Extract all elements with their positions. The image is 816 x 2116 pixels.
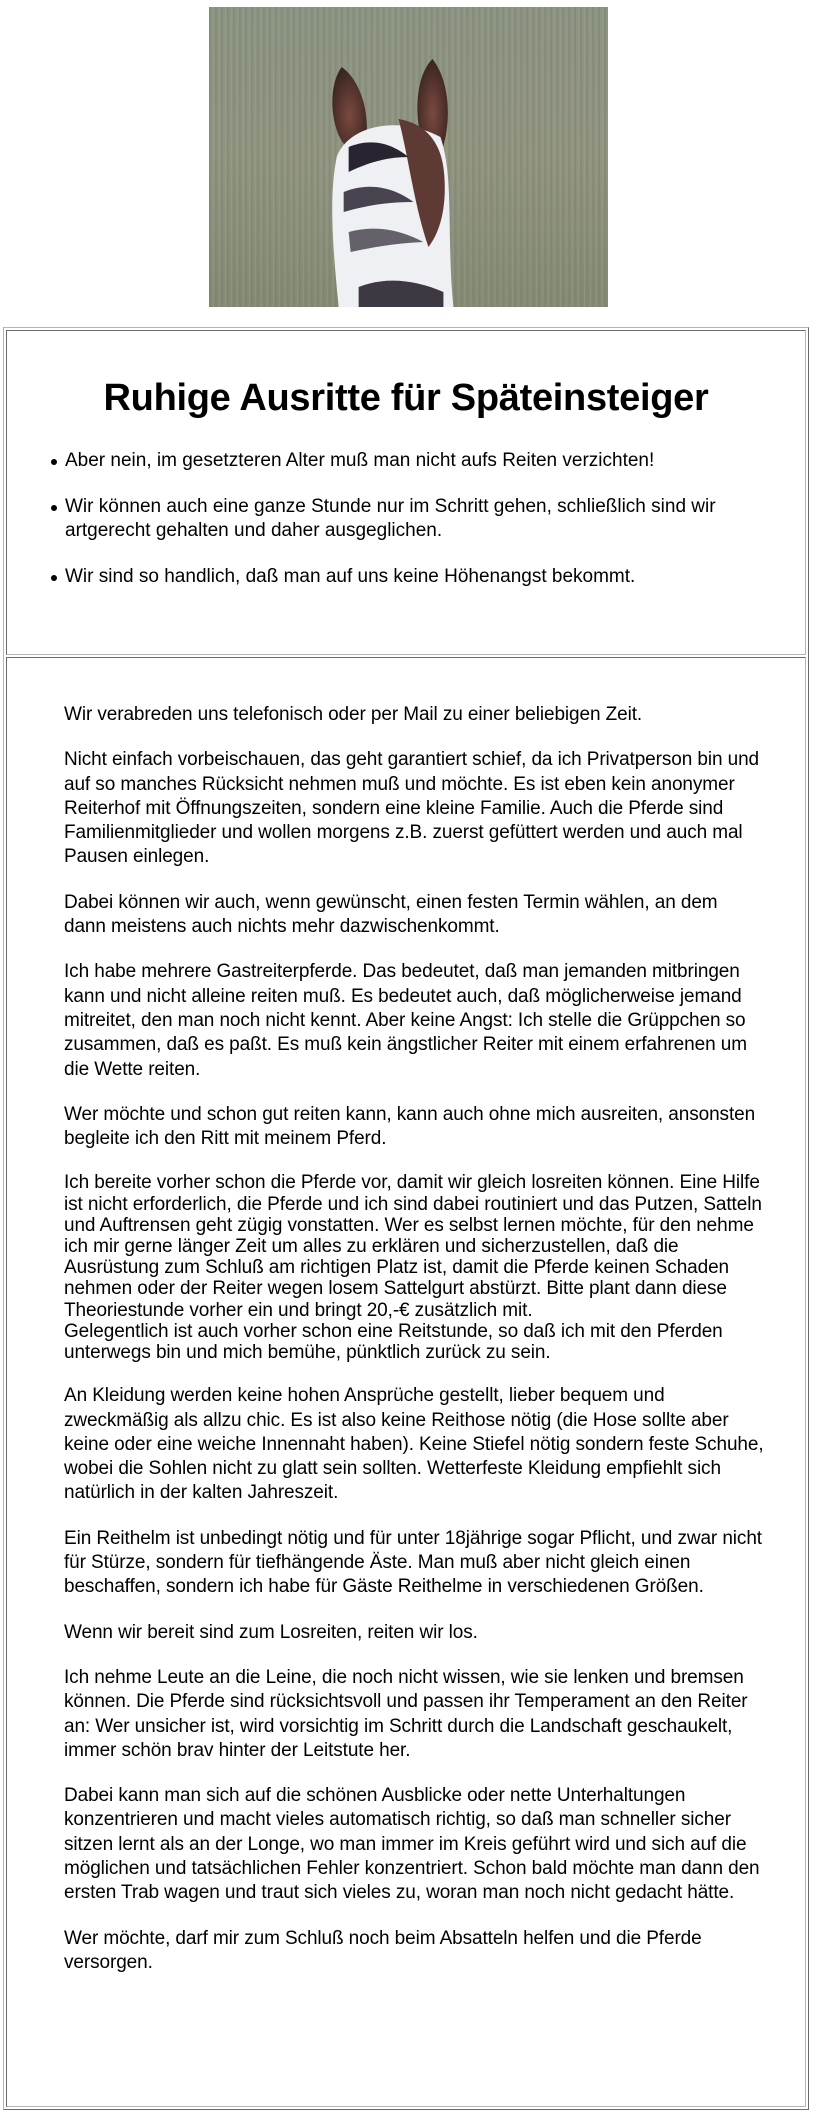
paragraph-lead-rope: Ich nehme Leute an die Leine, die noch nicht wissen, wie sie lenken und bremsen können. Die Pferde sind rücksichtsvoll und passen ihr Temperament an den Reiter an: Wer unsicher ist, wird vorsichtig im Schritt durch die Landschaft geschaukelt, immer schön brav hinter der Leitstute her. (64, 1666, 748, 1761)
header-photo (209, 7, 608, 307)
bullet-item: Wir können auch eine ganze Stunde nur im Schritt gehen, schließlich sind wir artgerecht gehalten und daher ausgeglichen. (65, 495, 785, 543)
intro-cell (6, 330, 806, 655)
paragraph-ride-alone: Wer möchte und schon gut reiten kann, kann auch ohne mich ausreiten, ansonsten begleite ich den Ritt mit meinem Pferd. (64, 1103, 756, 1150)
intro-bullet-list (65, 449, 785, 611)
paragraph-clothing: An Kleidung werden keine hohen Ansprüche gestellt, lieber bequem und zweckmäßig als allzu chic. Es ist also keine Reithose nötig (die Hose sollte aber keine oder eine weiche Innennaht haben). Keine Stiefel nötig sondern feste Schuhe, wobei die Sohlen nicht zu glatt sein sollten. Wetterfeste Kleidung empfiehlt sich natürlich in der kalten Jahreszeit. (64, 1385, 764, 1504)
paragraph-preparation (64, 1172, 764, 1363)
paragraph-start-ride: Wenn wir bereit sind zum Losreiten, reiten wir los. (64, 1621, 478, 1643)
paragraph-unsaddling: Wer möchte, darf mir zum Schluß noch beim Absatteln helfen und die Pferde versorgen. (64, 1927, 702, 1973)
paragraph-views: Dabei kann man sich auf die schönen Ausblicke oder nette Unterhaltungen konzentrieren und macht vieles automatisch richtig, so daß man schneller sicher sitzen lernt als an der Longe, wo man immer im Kreis geführt wird und sich auf die möglichen und tatsächlichen Fehler konzentriert. Schon bald möchte man dann den ersten Trab wagen und traut sich vieles zu, woran man noch nicht gedacht hätte. (64, 1785, 760, 1904)
bullet-item: Wir sind so handlich, daß man auf uns keine Höhenangst bekommt. (65, 565, 785, 589)
paragraph-appointment: Wir verabreden uns telefonisch oder per Mail zu einer beliebigen Zeit. (64, 704, 643, 725)
horse-ears-photo (209, 7, 608, 307)
page-title: Ruhige Ausritte für Späteinsteiger (103, 377, 709, 419)
paragraph-no-drop-in: Nicht einfach vorbeischauen, das geht garantiert schief, da ich Privatperson bin und auf so manches Rücksicht nehmen muß und möchte. Es ist eben kein anonymer Reiterhof mit Öffnungszeiten, sondern eine kleine Familie. Auch die Pferde sind Familienmitglieder und wollen morgens z.B. zuerst gefüttert werden und auch mal Pausen einlegen. (64, 749, 760, 868)
details-text (64, 703, 764, 1996)
paragraph-fixed-date: Dabei können wir auch, wenn gewünscht, einen festen Termin wählen, an dem dann meistens auch nichts mehr dazwischenkommt. (64, 891, 718, 938)
bullet-item: Aber nein, im gesetzteren Alter muß man nicht aufs Reiten verzichten! (65, 449, 785, 473)
paragraph-preparation-part2: Gelegentlich ist auch vorher schon eine Reitstunde, so daß ich mit den Pferden unterwegs bin und mich bemühe, pünktlich zurück zu sein. (64, 1320, 723, 1364)
paragraph-guest-horses: Ich habe mehrere Gastreiterpferde. Das bedeutet, daß man jemanden mitbringen kann und nicht alleine reiten muß. Es bedeutet auch, daß möglicherweise jemand mitreitet, den man noch nicht kennt. Aber keine Angst: Ich stelle die Grüppchen so zusammen, daß es paßt. Es muß kein ängstlicher Reiter mit einem erfahrenen um die Wette reiten. (64, 961, 747, 1080)
paragraph-preparation-part1: Ich bereite vorher schon die Pferde vor, damit wir gleich losreiten können. Eine Hilfe ist nicht erforderlich, die Pferde und ich sind dabei routiniert und das Putzen, Satteln und Auftrensen geht zügig vonstatten. Wer es selbst lernen möchte, für den nehme ich mir gerne länger Zeit um alles zu erklären und sicherzustellen, daß die Ausrüstung zum Schluß am richtigen Platz ist, damit die Pferde keinen Schaden nehmen oder der Reiter wegen losem Sattelgurt abstürzt. Bitte plant dann diese Theoriestunde vorher ein und bringt 20,-€ zusätzlich mit. (64, 1172, 762, 1321)
paragraph-helmet: Ein Reithelm ist unbedingt nötig und für unter 18jährige sogar Pflicht, und zwar nicht für Stürze, sondern für tiefhängende Äste. Man muß aber nicht gleich einen beschaffen, sondern ich habe für Gäste Reithelme in verschiedenen Größen. (64, 1527, 762, 1598)
details-cell (6, 657, 806, 2107)
content-table (3, 327, 809, 2110)
